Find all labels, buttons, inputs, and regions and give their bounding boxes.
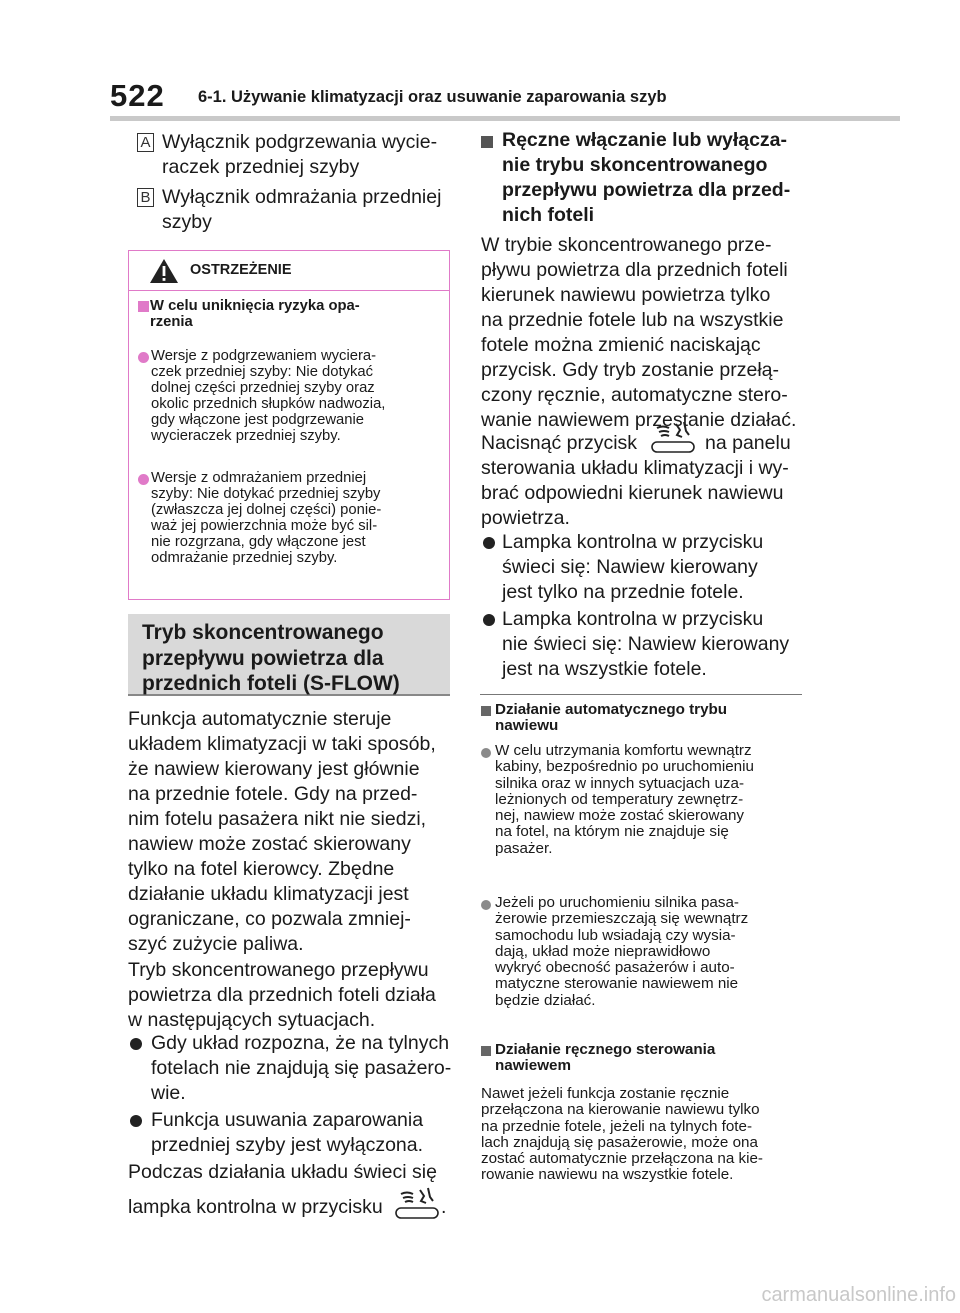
note-1-bullet-1: W celu utrzymania komfortu wewnątrz kabiny, bezpośrednio po uruchomieniu silnika oraz w innych sytuacjach uza- leżnionych od temperatury zewnętrz- nej, nawiew może zostać skierowany na fotel, na którym nie znajduje się pasażer. xyxy=(495,742,754,857)
left-paragraph-3-line-1: Podczas działania układu świeci się xyxy=(128,1161,437,1183)
round-bullet-icon xyxy=(138,352,149,363)
right-bullet-1: Lampka kontrolna w przycisku świeci się: Nawiew kierowany jest tylko na przednie fotele. xyxy=(502,531,764,603)
square-bullet-icon xyxy=(481,1046,491,1056)
left-bullet-2: Funkcja usuwania zaparowania przedniej szyby jest wyłączona. xyxy=(151,1109,424,1156)
footer-watermark: carmanualsonline.info xyxy=(761,1284,956,1306)
left-paragraph-3-line-2: lampka kontrolna w przycisku xyxy=(128,1196,383,1218)
warning-bullet-1: Wersje z podgrzewaniem wyciera- czek przedniej szyby: Nie dotykać dolnej części przedniej szyby oraz okolic przednich słupków nadwozia, gdy włączone jest podgrzewanie wycieraczek przedniej szyby. xyxy=(151,348,386,444)
note-1-bullet-2: Jeżeli po uruchomieniu silnika pasa- żerowie przemieszczają się wewnątrz samochodu lub wsiadają czy wysia- dają, układ może nieprawidłowo wykryć obecność pasażerów i auto- matyczne sterowanie nawiewem nie będzie działać. xyxy=(495,894,749,1009)
square-bullet-icon xyxy=(481,706,491,716)
left-paragraph-1: Funkcja automatycznie steruje układem klimatyzacji w taki sposób, że nawiew kierowany jest głównie na przednie fotele. Gdy na przed- nim fotelu pasażera nikt nie siedzi, nawiew może zostać skierowany tylko na fotel kierowcy. Zbędne działanie układu klimatyzacji jest ograniczane, co pozwala zmniej- szyć zużycie paliwa. xyxy=(128,708,436,955)
header-rule xyxy=(110,116,900,121)
round-bullet-icon xyxy=(130,1038,142,1050)
right-bullet-2: Lampka kontrolna w przycisku nie świeci się: Nawiew kierowany jest na wszystkie fotele. xyxy=(502,608,790,680)
label-b: B xyxy=(137,188,154,207)
left-paragraph-2: Tryb skoncentrowanego przepływu powietrza dla przednich foteli działa w następujących sytuacjach. xyxy=(128,959,436,1031)
label-a: A xyxy=(137,133,154,152)
notes-divider xyxy=(480,694,802,695)
section-title: Tryb skoncentrowanego przepływu powietrza dla przednich foteli (S-FLOW) xyxy=(142,621,400,695)
right-paragraph-1: W trybie skoncentrowanego prze- pływu powietrza dla przednich foteli kierunek nawiewu powietrza tylko na przednie fotele lub na wszystkie fotele można zmienić naciskając przycisk. Gdy tryb zostanie przełą- czony ręcznie, automatyczne stero- wanie nawiewem przestanie działać. xyxy=(481,234,797,431)
item-b-text: Wyłącznik odmrażania przedniej szyby xyxy=(162,186,442,233)
note-1-heading: Działanie automatycznego trybu nawiewu xyxy=(495,701,728,735)
warning-bullet-2: Wersje z odmrażaniem przedniej szyby: Nie dotykać przedniej szyby (zwłaszcza jej dolnej części) ponie- waż jej powierzchnia może być sil- nie rozgrzana, gdy włączone jest odmrażanie przedniej szyby. xyxy=(151,470,382,566)
round-bullet-icon xyxy=(130,1115,142,1127)
square-bullet-icon xyxy=(138,301,149,312)
square-bullet-icon xyxy=(481,136,493,148)
right-paragraph-2-end: na panelu xyxy=(705,432,791,454)
round-bullet-icon xyxy=(481,900,491,910)
round-bullet-icon xyxy=(483,537,495,549)
item-a-text: Wyłącznik podgrzewania wycie- raczek przedniej szyby xyxy=(162,131,438,178)
right-heading: Ręczne włączanie lub wyłącza- nie trybu skoncentrowanego przepływu powietrza dla przed- nich foteli xyxy=(502,129,791,226)
round-bullet-icon xyxy=(138,474,149,485)
note-2-text: Nawet jeżeli funkcja zostanie ręcznie przełączona na kierowanie nawiewu tylko na przednie fotele, jeżeli na tylnych fote- lach znajdują się pasażerowie, może ona zostać automatycznie przełączona na kie- rowanie nawiewu na wszystkie fotele. xyxy=(481,1085,763,1184)
warning-title: OSTRZEŻENIE xyxy=(190,262,292,278)
chapter-title: 6-1. Używanie klimatyzacji oraz usuwanie zaparowania szyb xyxy=(198,88,667,106)
left-paragraph-3-end: . xyxy=(441,1196,447,1218)
right-paragraph-2-start: Nacisnąć przycisk xyxy=(481,432,638,454)
note-2-heading: Działanie ręcznego sterowania nawiewem xyxy=(495,1041,716,1075)
page-number: 522 xyxy=(110,78,165,113)
warning-heading: W celu uniknięcia ryzyka opa- rzenia xyxy=(150,298,360,330)
s-flow-button-icon xyxy=(648,420,698,454)
left-bullet-1: Gdy układ rozpozna, że na tylnych fotelach nie znajdują się pasażero- wie. xyxy=(151,1032,452,1104)
s-flow-button-icon xyxy=(392,1186,442,1220)
warning-triangle-icon xyxy=(149,258,179,284)
right-paragraph-2-rest: sterowania układu klimatyzacji i wy- brać odpowiedni kierunek nawiewu powietrza. xyxy=(481,457,789,529)
round-bullet-icon xyxy=(483,614,495,626)
round-bullet-icon xyxy=(481,748,491,758)
